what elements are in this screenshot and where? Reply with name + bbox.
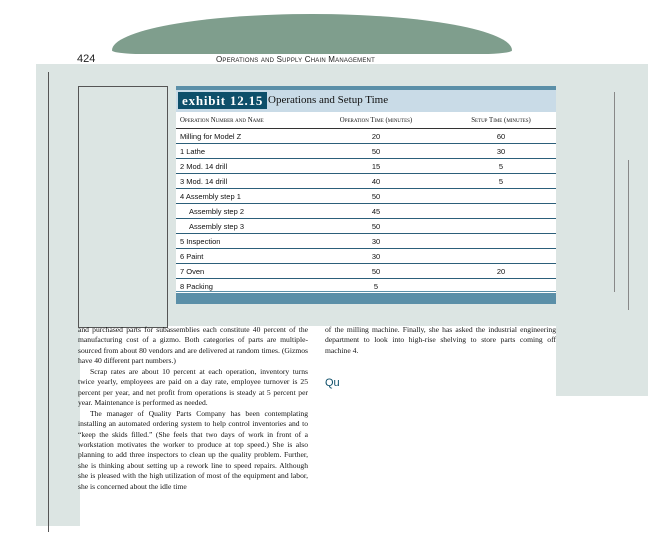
questions-heading: Qu xyxy=(325,377,340,389)
operation-time: 50 xyxy=(306,264,446,279)
exhibit-bottom-bar xyxy=(176,293,556,304)
body-right-column xyxy=(325,325,556,356)
table-row xyxy=(176,204,556,219)
col-header-operation: Operation Number and Name xyxy=(176,112,306,129)
operation-name: Milling for Model Z xyxy=(176,129,306,144)
operation-name: 8 Packing xyxy=(176,279,306,294)
body-left-column xyxy=(78,325,308,492)
setup-time xyxy=(446,249,556,264)
exhibit-12-15 xyxy=(176,86,556,304)
operation-name: 6 Paint xyxy=(176,249,306,264)
table-row xyxy=(176,129,556,144)
page-edge-line-right-2 xyxy=(628,160,629,310)
operation-name: 1 Lathe xyxy=(176,144,306,159)
table-row xyxy=(176,219,556,234)
table-row xyxy=(176,144,556,159)
operation-name: 4 Assembly step 1 xyxy=(176,189,306,204)
col-header-setup-time: Setup Time (minutes) xyxy=(446,112,556,129)
paragraph: of the milling machine. Finally, she has asked the industrial engineering department to look into high-rise shelving to store parts coming off machine 4. xyxy=(325,325,556,355)
table-row xyxy=(176,264,556,279)
page-edge-line xyxy=(48,72,49,532)
exhibit-caption: Operations and Setup Time xyxy=(268,94,389,106)
top-shape xyxy=(112,14,512,54)
operation-time: 50 xyxy=(306,219,446,234)
operation-name: 7 Oven xyxy=(176,264,306,279)
table-header-row xyxy=(176,112,556,129)
running-head: Operations and Supply Chain Management xyxy=(216,55,375,64)
paragraph: The manager of Quality Parts Company has been contemplating installing an automated ordering system to help control inventories and to “keep the skids filled.” (She feels that two days of work in front of a workstation motivates the worker to produce at top speed.) She is also planning to add three inspectors to clean up the quality problem. Further, she is thinking about setting up a rework line to speed repairs. Although she is pleased with the high utilization of most of the equipment and labor, she is concerned about the idle time xyxy=(78,408,308,491)
operation-time: 20 xyxy=(306,129,446,144)
setup-time xyxy=(446,219,556,234)
operation-name: 2 Mod. 14 drill xyxy=(176,159,306,174)
setup-time: 60 xyxy=(446,129,556,144)
table-row xyxy=(176,249,556,264)
operation-name: 3 Mod. 14 drill xyxy=(176,174,306,189)
operation-time: 5 xyxy=(306,279,446,294)
setup-time xyxy=(446,234,556,249)
setup-time xyxy=(446,189,556,204)
operation-time: 15 xyxy=(306,159,446,174)
setup-time: 5 xyxy=(446,159,556,174)
page-edge-line-right xyxy=(614,92,615,292)
paragraph: Scrap rates are about 10 percent at each operation, inventory turns twice yearly, employees are paid on a day rate, employee turnover is 25 percent per year, and net profit from operations is steady at 5 percent per year. Maintenance is performed as needed. xyxy=(78,366,308,408)
table-row xyxy=(176,234,556,249)
exhibit-label: exhibit 12.15 xyxy=(178,92,267,109)
setup-time xyxy=(446,204,556,219)
operation-time: 45 xyxy=(306,204,446,219)
margin-box xyxy=(78,86,168,328)
paragraph: and purchased parts for subassemblies each constitute 40 percent of the manufacturing cost of a gizmo. Both categories of parts are multiple-sourced from about 80 vendors and are delivered at random times. (Gizmos have 40 different part numbers.) xyxy=(78,325,308,366)
table-row xyxy=(176,189,556,204)
operation-time: 30 xyxy=(306,249,446,264)
col-header-op-time: Operation Time (minutes) xyxy=(306,112,446,129)
operation-name: Assembly step 3 xyxy=(176,219,306,234)
operation-name: Assembly step 2 xyxy=(176,204,306,219)
operation-time: 50 xyxy=(306,189,446,204)
page-number: 424 xyxy=(77,53,96,65)
setup-time: 5 xyxy=(446,174,556,189)
operation-time: 40 xyxy=(306,174,446,189)
operation-name: 5 Inspection xyxy=(176,234,306,249)
blank-region xyxy=(336,396,654,536)
exhibit-bottom-rule xyxy=(176,291,556,292)
table-row xyxy=(176,159,556,174)
table-row xyxy=(176,174,556,189)
exhibit-title-bar xyxy=(176,90,556,112)
setup-time: 30 xyxy=(446,144,556,159)
operations-table xyxy=(176,112,556,294)
operation-time: 50 xyxy=(306,144,446,159)
operation-time: 30 xyxy=(306,234,446,249)
setup-time: 20 xyxy=(446,264,556,279)
